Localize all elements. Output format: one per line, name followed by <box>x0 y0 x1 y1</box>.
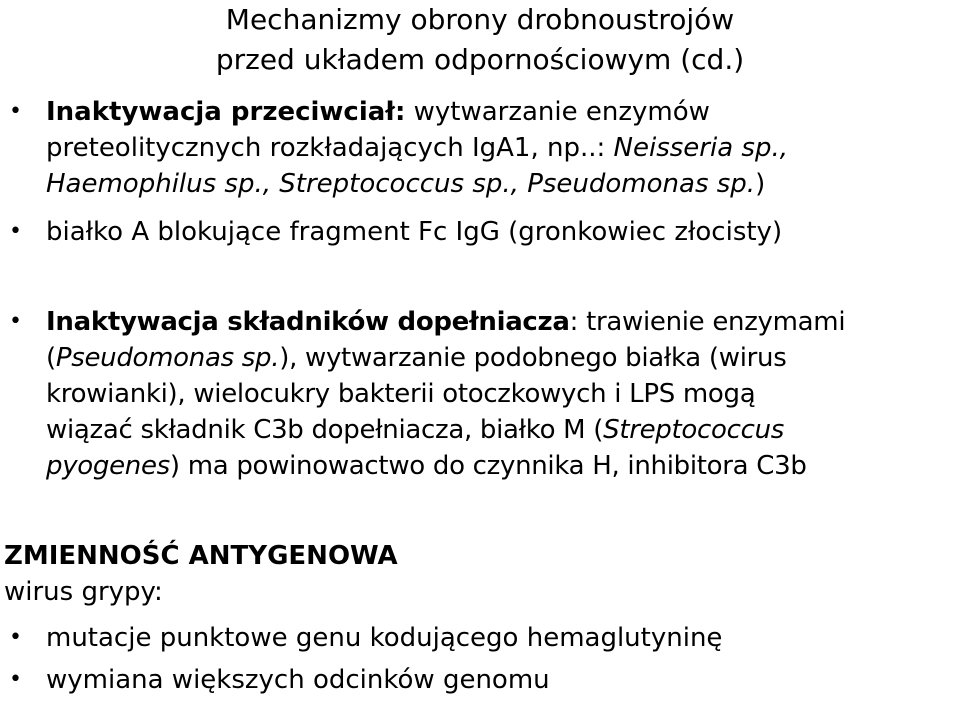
bullet-line <box>0 166 960 202</box>
bullet-antibody-inactivation <box>0 94 960 202</box>
bullet-complement-inactivation <box>0 304 960 484</box>
bullet-line <box>0 94 960 130</box>
bullet-line <box>0 376 960 412</box>
text-segment: ), wytwarzanie podobnego białka (wirus <box>279 343 787 373</box>
bullet-line <box>0 214 960 250</box>
italic-term: Pseudomonas sp. <box>55 343 280 373</box>
bullet-dot-icon: • <box>9 99 22 124</box>
text-segment: wytwarzanie enzymów <box>405 97 710 127</box>
italic-term: Neisseria sp., <box>613 133 788 163</box>
list-item-text: mutacje punktowe genu kodującego hemaglutyninę <box>46 623 723 653</box>
text-segment: preteolitycznych rozkładających IgA1, np..: <box>46 133 614 163</box>
text-segment: ) ma powinowactwo do czynnika H, inhibitora C3b <box>169 451 807 481</box>
section-antigenic-variation <box>0 538 960 698</box>
list-item-text: wymiana większych odcinków genomu <box>46 665 550 695</box>
bullet-dot-icon: • <box>9 667 22 692</box>
bullet-dot-icon: • <box>9 625 22 650</box>
list-item <box>0 662 960 698</box>
bullet-line <box>0 130 960 166</box>
bullet-line <box>0 340 960 376</box>
bullet-protein-a <box>0 214 960 250</box>
bullet-dot-icon: • <box>9 219 22 244</box>
slide-title <box>60 0 900 80</box>
italic-term: Haemophilus sp., Streptococcus sp., Pseudomonas sp. <box>46 169 756 199</box>
text-segment: białko A blokujące fragment Fc IgG (gronkowiec złocisty) <box>46 217 783 247</box>
text-segment: : trawienie enzymami <box>569 307 846 337</box>
italic-term: pyogenes <box>46 451 170 481</box>
list-item <box>0 620 960 656</box>
title-line-1: Mechanizmy obrony drobnoustrojów <box>225 3 735 36</box>
bullet-line <box>0 448 960 484</box>
bullet-line <box>0 412 960 448</box>
section-heading: ZMIENNOŚĆ ANTYGENOWA <box>4 541 398 571</box>
section-subheading: wirus grypy: <box>4 577 163 607</box>
bullet-dot-icon: • <box>9 309 22 334</box>
bold-term: Inaktywacja składników dopełniacza <box>46 307 570 337</box>
italic-term: Streptococcus <box>603 415 785 445</box>
text-segment: wiązać składnik C3b dopełniacza, białko M ( <box>46 415 604 445</box>
text-segment: krowianki), wielocukry bakterii otoczkowych i LPS mogą <box>46 379 756 409</box>
text-segment: ( <box>46 343 56 373</box>
text-segment: ) <box>755 169 766 199</box>
bullet-line <box>0 304 960 340</box>
bold-term: Inaktywacja przeciwciał: <box>46 97 406 127</box>
title-line-2: przed układem odpornościowym (cd.) <box>215 43 745 76</box>
